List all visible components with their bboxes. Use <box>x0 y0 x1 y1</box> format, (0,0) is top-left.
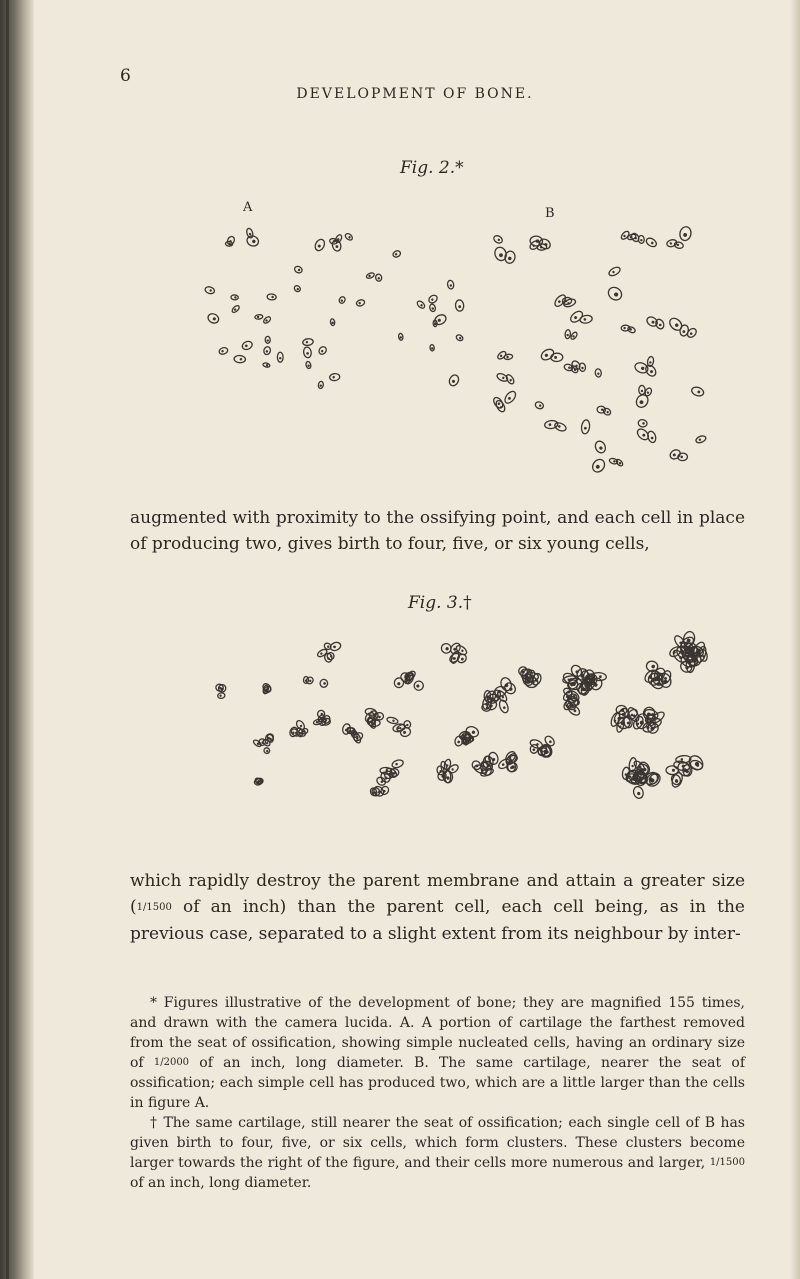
simple-nucleated-cell <box>448 373 461 387</box>
paired-cell <box>505 374 515 386</box>
paragraph-2-fraction: 1/1500 <box>136 902 172 913</box>
simple-nucleated-cell <box>313 238 326 252</box>
cluster-cell <box>391 759 404 769</box>
cluster-cell <box>403 672 414 684</box>
simple-nucleated-cell <box>392 250 401 259</box>
running-head: DEVELOPMENT OF BONE. <box>296 86 534 102</box>
figure3-footnote-mark: † <box>463 593 472 613</box>
paired-cell <box>608 266 622 278</box>
paired-cell <box>538 237 552 251</box>
simple-nucleated-cell <box>277 352 283 362</box>
paragraph-2-end: of an inch) than the parent cell, each cell being, as in the previous case, separated to a slight extent from its neighbour by inter- <box>130 897 745 944</box>
simple-nucleated-cell <box>447 280 455 290</box>
simple-nucleated-cell <box>206 312 220 325</box>
paired-cell <box>503 389 518 405</box>
simple-nucleated-cell <box>293 284 301 292</box>
paragraph-1: augmented with proximity to the ossifying point, and each cell in place of producing two, gives birth to four, five, or six young cells, <box>130 508 745 554</box>
paired-cell <box>595 368 602 377</box>
footnote-2-end: of an inch, long diameter. <box>130 1175 312 1191</box>
cluster-cell <box>329 641 342 652</box>
simple-nucleated-cell <box>302 338 313 346</box>
simple-nucleated-cell <box>416 300 426 310</box>
simple-nucleated-cell <box>429 303 436 312</box>
paired-cell <box>646 430 657 443</box>
paired-cell <box>579 363 586 372</box>
footnote-2-start: † The same cartilage, still nearer the seat of ossification; each single cell of B has given birth to four, five, or six cells, which form clusters. These clusters become larger towards the right of the figure, and their cells more numerous and larger, <box>130 1115 745 1171</box>
paired-cell <box>565 329 571 338</box>
cluster-cell <box>666 766 679 775</box>
figure2-panel-a-cells <box>200 225 480 410</box>
simple-nucleated-cell <box>267 294 277 301</box>
paired-cell <box>679 226 693 242</box>
simple-nucleated-cell <box>263 316 272 325</box>
cluster-cell <box>616 705 628 715</box>
figure3-caption <box>408 593 472 613</box>
simple-nucleated-cell <box>330 319 335 326</box>
paired-cell <box>667 316 684 333</box>
paired-cell <box>492 396 505 410</box>
figure2-label-b: B <box>545 206 556 221</box>
binding-stripe <box>6 0 9 1279</box>
figure2-caption-text: Fig. 2. <box>400 158 456 178</box>
cluster-cell <box>263 747 271 755</box>
paired-cell <box>590 457 607 474</box>
paired-cell <box>593 439 607 454</box>
paired-cell <box>551 353 563 362</box>
paired-cell <box>695 435 707 444</box>
cluster-cell <box>394 677 405 688</box>
simple-nucleated-cell <box>329 373 340 381</box>
simple-nucleated-cell <box>234 355 246 363</box>
simple-nucleated-cell <box>263 346 272 355</box>
cluster-cell <box>566 703 581 717</box>
simple-nucleated-cell <box>427 294 438 305</box>
paired-cell <box>627 326 636 334</box>
paired-cell <box>581 419 591 434</box>
cluster-cell <box>465 725 480 739</box>
page-number: 6 <box>120 66 131 86</box>
simple-nucleated-cell <box>455 334 464 342</box>
footnote-1-fraction: 1/2000 <box>153 1057 190 1068</box>
paired-cell <box>554 421 568 432</box>
simple-nucleated-cell <box>430 344 435 351</box>
simple-nucleated-cell <box>231 295 239 301</box>
simple-nucleated-cell <box>356 299 366 307</box>
simple-nucleated-cell <box>231 304 240 313</box>
simple-nucleated-cell <box>303 346 312 358</box>
cluster-cell <box>443 759 451 771</box>
footnote-1 <box>130 993 745 1113</box>
cluster-cell <box>386 716 398 724</box>
cluster-cell <box>375 712 383 720</box>
paired-cell <box>615 458 624 467</box>
paired-cell <box>570 331 578 340</box>
paired-cell <box>534 401 544 410</box>
cluster-cell <box>413 680 425 692</box>
simple-nucleated-cell <box>305 361 311 369</box>
cluster-cell <box>252 739 262 748</box>
simple-nucleated-cell <box>398 333 403 340</box>
simple-nucleated-cell <box>255 314 263 319</box>
footnote-2-fraction: 1/1500 <box>709 1157 745 1168</box>
figure2-label-a: A <box>243 200 254 215</box>
footnote-1-start: * Figures illustrative of the development of bone; they are magnified 155 times, and drawn with the camera lucida. A. A portion of cartilage the farthest removed from the seat of ossification, showing simple nucleated cells, having an ordinary size of <box>130 995 745 1071</box>
simple-nucleated-cell <box>265 336 270 343</box>
simple-nucleated-cell <box>241 340 253 351</box>
simple-nucleated-cell <box>344 232 353 241</box>
paired-cell <box>602 407 612 416</box>
simple-nucleated-cell <box>262 362 270 368</box>
paragraph-2-start: which rapidly destroy the parent membrane and attain a greater size ( <box>130 871 745 917</box>
simple-nucleated-cell <box>375 274 382 282</box>
simple-nucleated-cell <box>294 265 304 274</box>
simple-nucleated-cell <box>366 272 375 279</box>
simple-nucleated-cell <box>218 347 228 356</box>
cluster-cell <box>217 692 225 699</box>
figure3-caption-text: Fig. 3. <box>408 593 464 613</box>
paired-cell <box>691 386 705 398</box>
footnote-1-end: of an inch, long diameter. B. The same cartilage, nearer the seat of ossification; each simple cell has produced two, which are a little larger than the cells in figure A. <box>130 1055 745 1111</box>
simple-nucleated-cell <box>318 381 324 389</box>
paired-cell <box>579 315 592 324</box>
figure2-footnote-mark: * <box>455 158 464 178</box>
page-right-edge <box>790 0 800 1279</box>
simple-nucleated-cell <box>338 296 346 305</box>
footnote-2 <box>130 1113 745 1193</box>
simple-nucleated-cell <box>455 300 464 312</box>
cluster-cell <box>380 785 390 796</box>
footnotes <box>130 993 745 1193</box>
paired-cell <box>492 234 503 244</box>
paragraph-2 <box>130 868 745 947</box>
figure2-panel-b-cells <box>470 225 720 485</box>
cluster-cell <box>682 630 696 647</box>
simple-nucleated-cell <box>334 234 342 244</box>
figure2-caption <box>400 158 464 178</box>
cluster-cell <box>632 785 644 799</box>
simple-nucleated-cell <box>318 345 328 355</box>
paired-cell <box>645 236 658 248</box>
figure3-cell-clusters <box>225 630 725 830</box>
cluster-cell <box>320 679 329 688</box>
paired-cell <box>639 385 646 394</box>
simple-nucleated-cell <box>204 286 215 295</box>
cluster-cell <box>615 717 625 733</box>
paired-cell <box>638 419 648 428</box>
paired-cell <box>606 285 624 303</box>
